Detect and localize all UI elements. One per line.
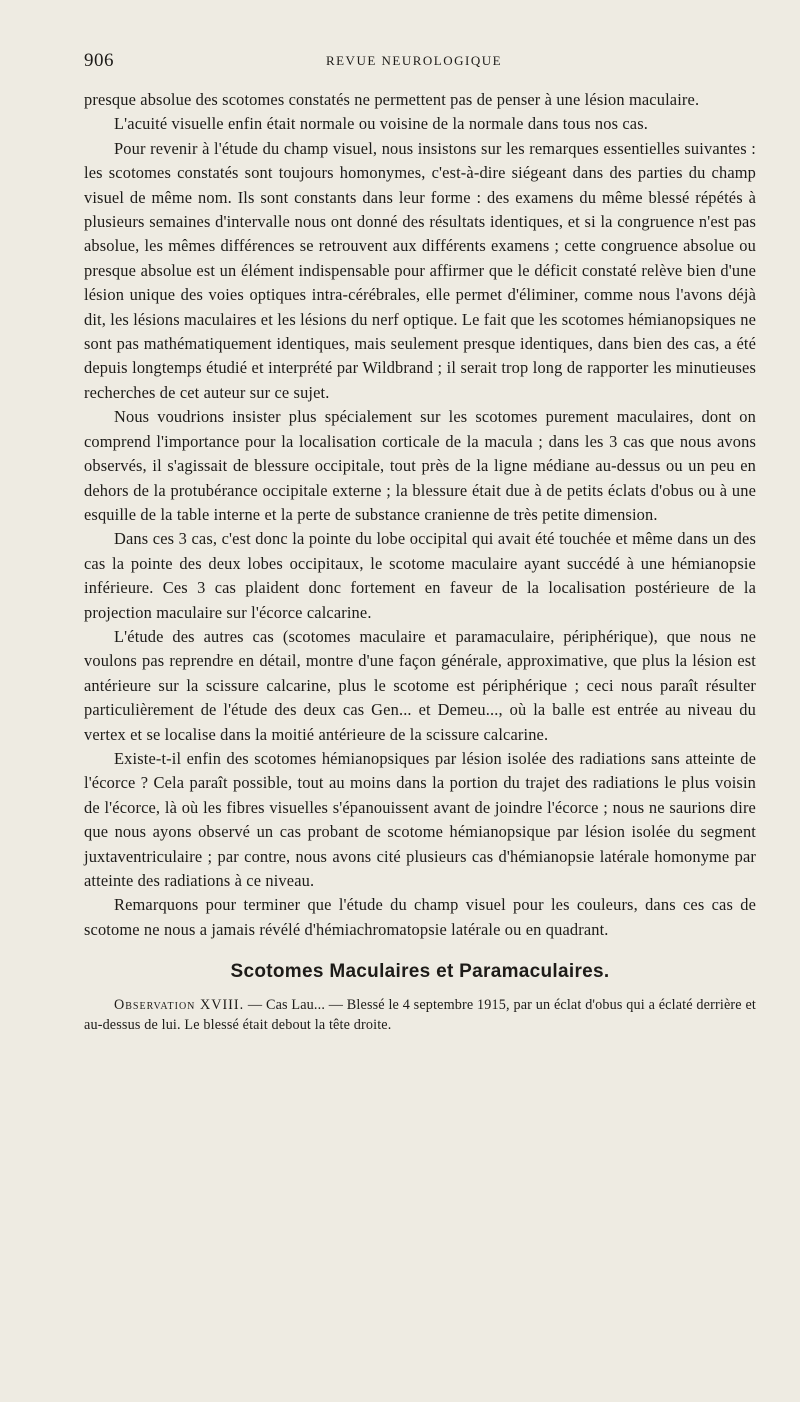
paragraph-visual-acuity: L'acuité visuelle enfin était normale ou voisine de la normale dans tous nos cas. — [114, 114, 648, 134]
observation-text: — Cas Lau... — Blessé le 4 septembre 1915, par un éclat d'obus qui a éclaté derrière et au-dessus de lui. Le blessé était debout la tête droite. — [84, 996, 756, 1033]
page-number: 906 — [84, 50, 114, 71]
paragraph-radiations: Existe-t-il enfin des scotomes hémianopsiques par lésion isolée des radiations sans atteinte de l'écorce ? Cela paraît possible, tout au moins dans la portion du trajet des radiations le plus voisin de l'écorce, là où les fibres visuelles s'épanouissent avant de joindre l'écorce ; nous ne saurions dire que nous ayons observé un cas probant de scotome hémianopsique par lésion isolée du segment juxtaventriculaire ; par contre, nous avons cité plusieurs cas d'hémianopsie latérale homonyme par atteinte des radiations à ce niveau. — [84, 748, 756, 890]
observation-paragraph — [84, 995, 756, 1035]
paragraph-colors: Remarquons pour terminer que l'étude du champ visuel pour les couleurs, dans ces cas de scotome ne nous a jamais révélé d'hémiachromatopsie latérale ou en quadrant. — [84, 895, 756, 939]
paragraph-visual-field: Pour revenir à l'étude du champ visuel, nous insistons sur les remarques essentielles suivantes : les scotomes constatés sont toujours homonymes, c'est-à-dire siégeant dans des parties du champ visuel de même nom. Ils sont constants dans leur forme : des examens du même blessé répétés à plusieurs semaines d'intervalle nous ont donné des résultats identiques, et si la congruence n'est pas absolue, les mêmes différences se retrouvent aux différents examens ; cette congruence absolue ou presque absolue est un élément indispensable pour affirmer que le déficit constaté relève bien d'une lésion unique des voies optiques intra-cérébrales, elle permet d'éliminer, comme nous l'avons déjà dit, les lésions maculaires et les lésions du nerf optique. Le fait que les scotomes hémianopsiques ne sont pas mathématiquement identiques, mais seulement presque identiques, dans bien des cas, a été depuis longtemps étudié et interprété par Wildbrand ; il serait trop long de rapporter les minutieuses recherches de cet auteur sur ce sujet. — [84, 138, 756, 402]
running-header — [84, 50, 744, 74]
paragraph-other-cases: L'étude des autres cas (scotomes maculaire et paramaculaire, périphérique), que nous ne voulons pas reprendre en détail, montre d'une façon générale, approximative, que plus la lésion est antérieure sur la scissure calcarine, plus le scotome est périphérique ; ceci nous paraît résulter particulièrement de l'étude des deux cas Gen... et Demeu..., où la balle est entrée au niveau du vertex et se localise dans la moitié antérieure de la scissure calcarine. — [84, 626, 756, 744]
paragraph-macular-scotomas: Nous voudrions insister plus spécialement sur les scotomes purement maculaires, dont on comprend l'importance pour la localisation corticale de la macula ; dans les 3 cas que nous avons observés, il s'agissait de blessure occipitale, tout près de la ligne médiane au-dessus ou un peu en dehors de la protubérance occipitale externe ; la blessure était due à de petits éclats d'obus ou à une esquille de la table interne et la perte de substance cranienne de très petite dimension. — [84, 407, 756, 524]
section-title: Scotomes Maculaires et Paramaculaires. — [230, 961, 610, 983]
journal-title: REVUE NEUROLOGIQUE — [325, 53, 503, 68]
paragraph-occipital-lobe: Dans ces 3 cas, c'est donc la pointe du lobe occipital qui avait été touchée et même dans un des cas la pointe des deux lobes occipitaux, le scotome maculaire ayant succédé à une hémianopsie inférieure. Ces 3 cas plaident donc fortement en faveur de la localisation postérieure de la projection maculaire sur l'écorce calcarine. — [84, 529, 756, 622]
paragraph-continuation: presque absolue des scotomes constatés ne permettent pas de penser à une lésion maculaire. — [84, 90, 700, 109]
article-body — [84, 88, 756, 1035]
observation-label: Observation XVIII. — [114, 996, 245, 1013]
